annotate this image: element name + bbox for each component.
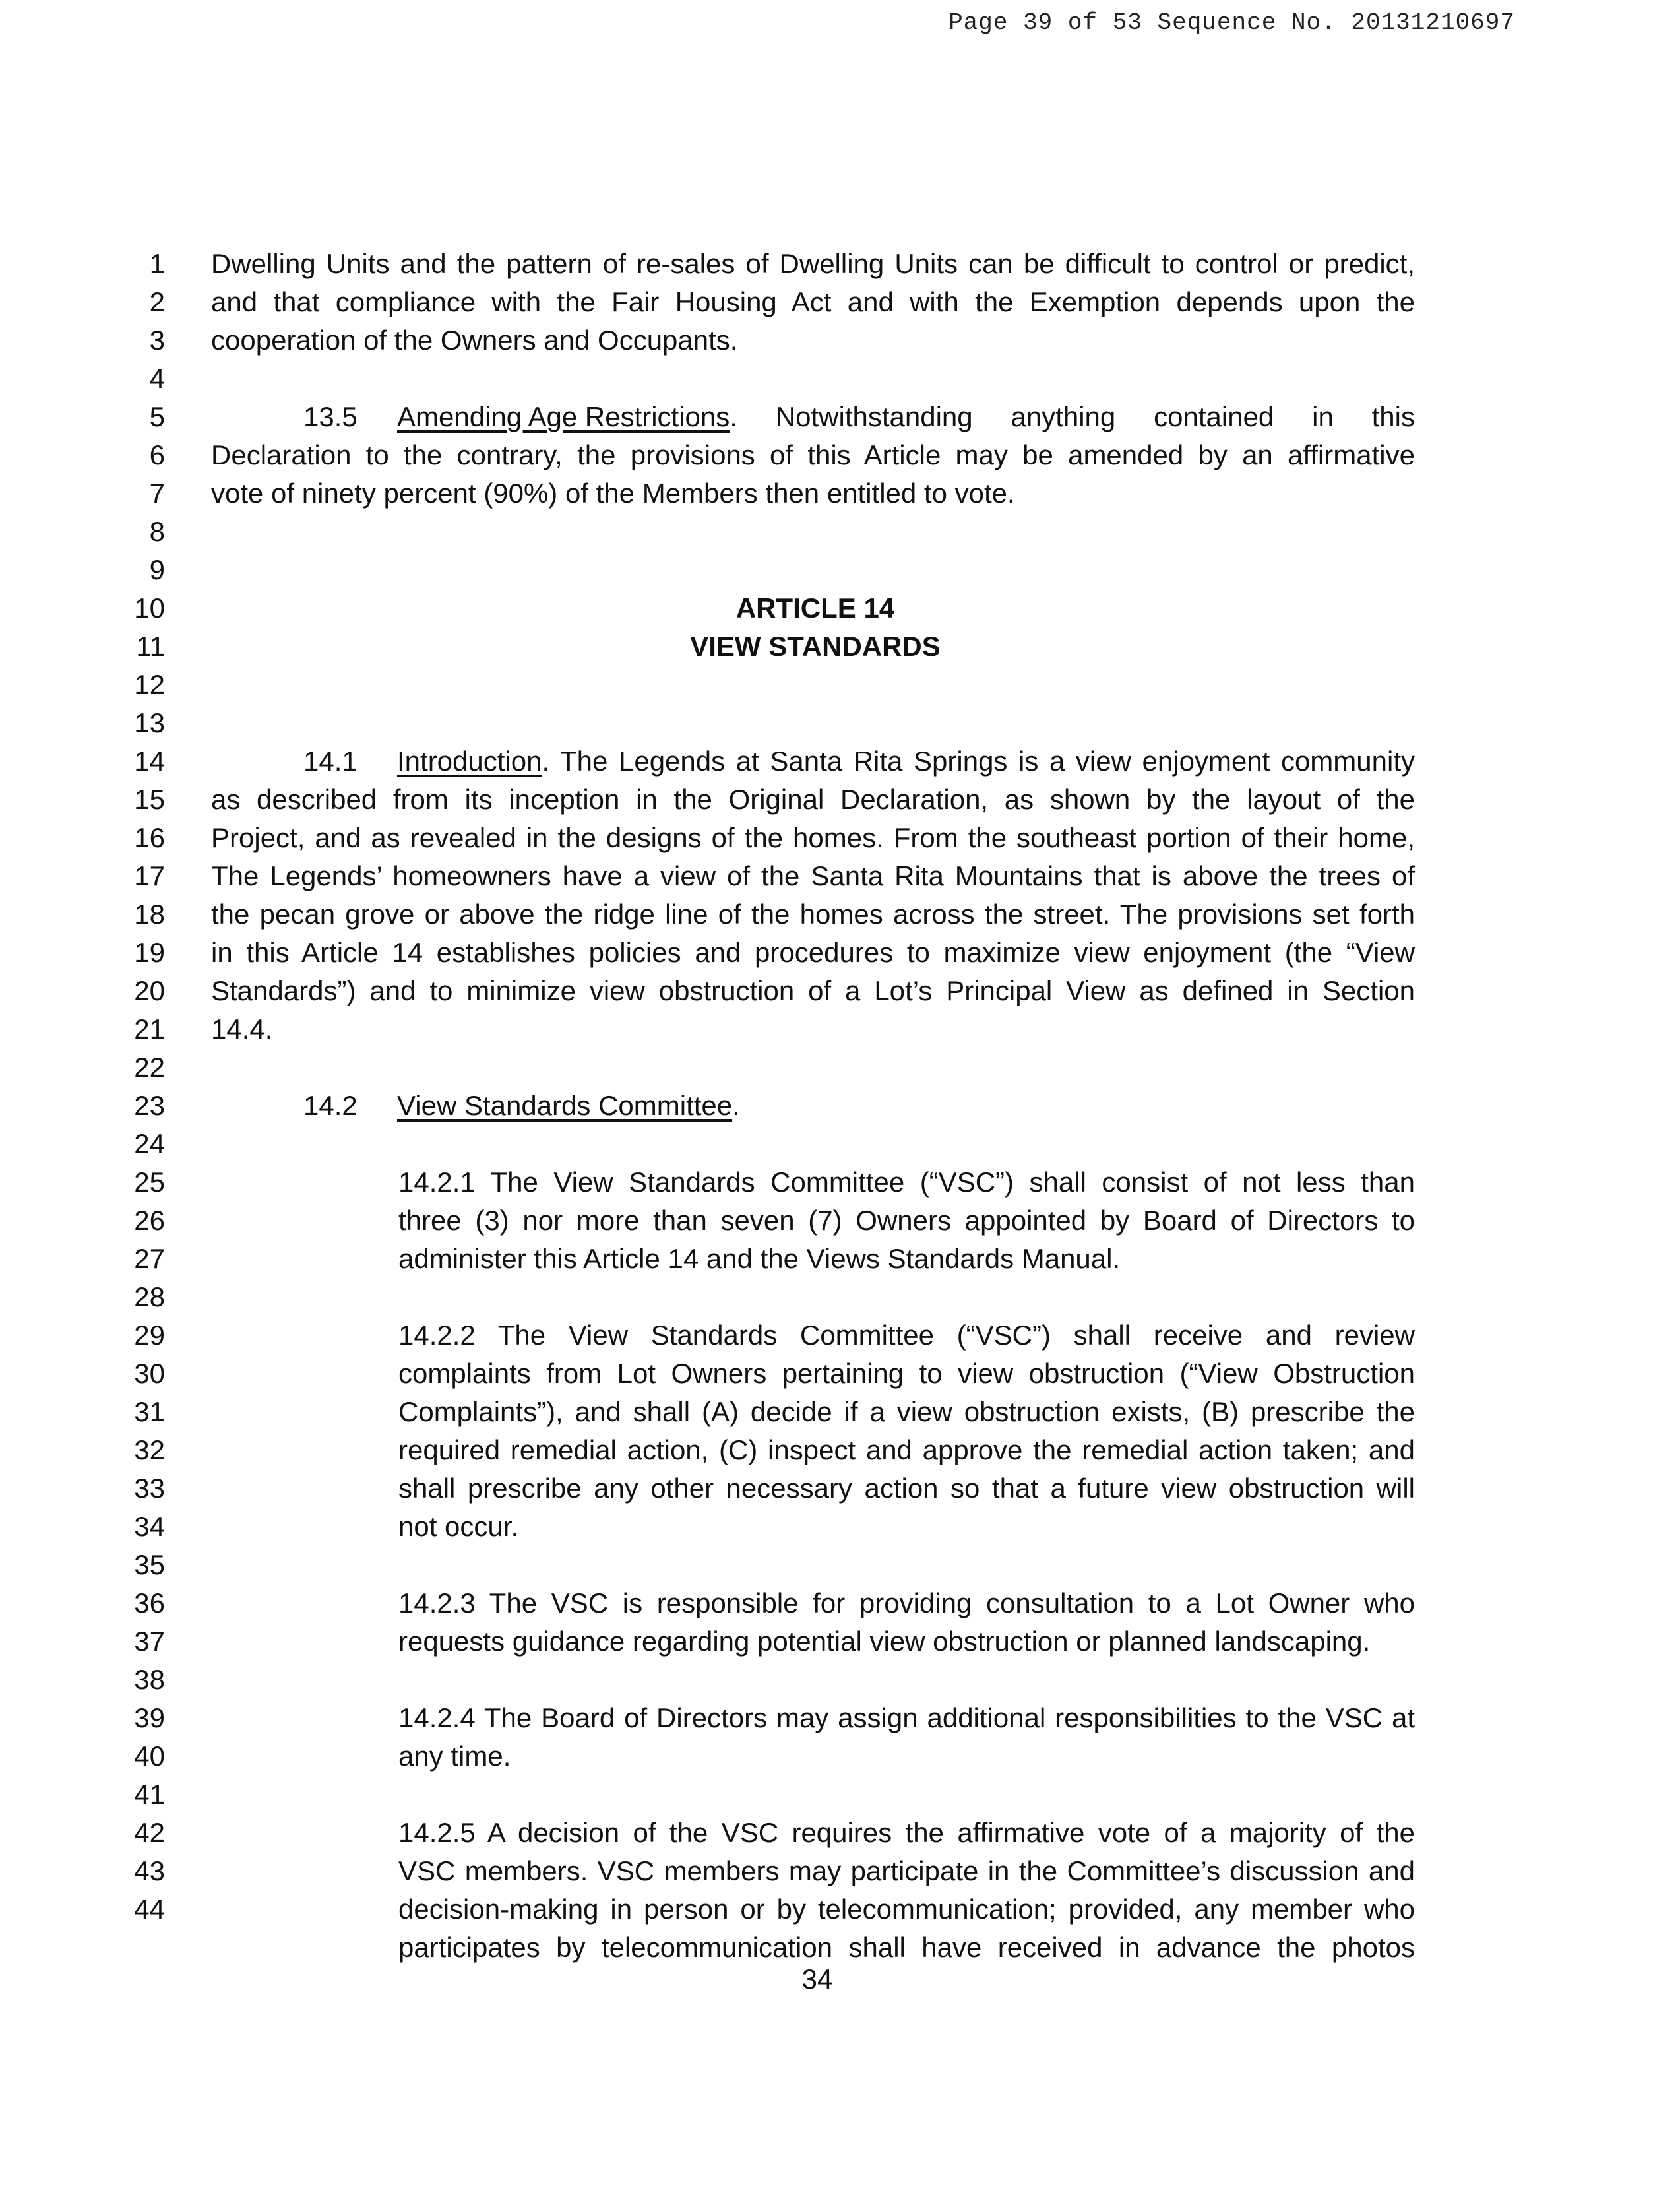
line-number: 1 xyxy=(149,248,165,279)
line-number: 35 xyxy=(134,1549,165,1580)
line-number: 18 xyxy=(134,899,165,930)
line-number: 17 xyxy=(134,860,165,891)
line-number: 30 xyxy=(134,1358,165,1389)
article-subtitle: VIEW STANDARDS xyxy=(690,631,941,662)
line-number: 9 xyxy=(149,554,165,585)
section-14-2-heading xyxy=(397,1087,740,1125)
line-number: 34 xyxy=(134,1511,165,1542)
paragraph-line: and that compliance with the Fair Housing Act and with the Exemption depends upon the xyxy=(211,286,1415,317)
line-number: 16 xyxy=(134,822,165,853)
line-number: 23 xyxy=(134,1090,165,1121)
line-number: 27 xyxy=(134,1243,165,1274)
paragraph-line: Dwelling Units and the pattern of re-sales of Dwelling Units can be difficult to control or predict, xyxy=(211,248,1415,279)
section-13-5-first-line xyxy=(397,398,1415,436)
line-number: 40 xyxy=(134,1741,165,1772)
paragraph-line: VSC members. VSC members may participate in the Committee’s discussion and xyxy=(398,1855,1415,1886)
line-number: 29 xyxy=(134,1320,165,1351)
line-number: 3 xyxy=(149,325,165,356)
line-number: 6 xyxy=(149,439,165,470)
paragraph-line: three (3) nor more than seven (7) Owners appointed by Board of Directors to xyxy=(398,1205,1415,1236)
paragraph-line: shall prescribe any other necessary action so that a future view obstruction will xyxy=(398,1473,1415,1504)
line-number: 31 xyxy=(134,1396,165,1427)
paragraph-line: required remedial action, (C) inspect and approve the remedial action taken; and xyxy=(398,1434,1415,1465)
line-number: 8 xyxy=(149,516,165,547)
paragraph-line: Declaration to the contrary, the provisions of this Article may be amended by an affirmative xyxy=(211,439,1415,470)
paragraph-line: 14.4. xyxy=(211,1013,273,1044)
paragraph-line: . The Legends at Santa Rita Springs is a view enjoyment community xyxy=(542,746,1415,777)
paragraph-line: not occur. xyxy=(398,1511,519,1542)
line-number: 21 xyxy=(134,1013,165,1044)
page-header: Page 39 of 53 Sequence No. 20131210697 xyxy=(949,9,1515,36)
paragraph-line: in this Article 14 establishes policies and procedures to maximize view enjoyment (the “View xyxy=(211,937,1415,968)
line-number: 10 xyxy=(134,592,165,624)
paragraph-line: requests guidance regarding potential view obstruction or planned landscaping. xyxy=(398,1626,1371,1657)
line-number: 14 xyxy=(134,746,165,777)
paragraph-line: cooperation of the Owners and Occupants. xyxy=(211,325,738,356)
line-number: 39 xyxy=(134,1702,165,1733)
section-number: 14.2 xyxy=(303,1090,358,1121)
paragraph-line: . Notwithstanding anything contained in this xyxy=(730,401,1415,432)
section-heading: View Standards Committee xyxy=(397,1090,733,1121)
paragraph-line: any time. xyxy=(398,1741,511,1772)
paragraph-line: as described from its inception in the Original Declaration, as shown by the layout of the xyxy=(211,784,1415,815)
line-number: 19 xyxy=(134,937,165,968)
paragraph-line: Standards”) and to minimize view obstruction of a Lot’s Principal View as defined in Section xyxy=(211,975,1415,1006)
line-number: 11 xyxy=(136,631,165,662)
paragraph-line: administer this Article 14 and the Views Standards Manual. xyxy=(398,1243,1121,1274)
paragraph-line: Complaints”), and shall (A) decide if a view obstruction exists, (B) prescribe the xyxy=(398,1396,1415,1427)
line-number: 38 xyxy=(134,1664,165,1695)
paragraph-line: participates by telecommunication shall have received in advance the photos xyxy=(398,1932,1415,1963)
line-number: 32 xyxy=(134,1434,165,1465)
section-heading: Amending Age Restrictions xyxy=(397,401,730,432)
paragraph-line: The Legends’ homeowners have a view of the Santa Rita Mountains that is above the trees of xyxy=(211,860,1415,891)
line-number: 13 xyxy=(134,707,165,738)
article-title: ARTICLE 14 xyxy=(735,592,895,624)
line-number: 24 xyxy=(134,1128,165,1159)
paragraph-line: 14.2.4 The Board of Directors may assign additional responsibilities to the VSC at xyxy=(398,1702,1415,1733)
line-number: 33 xyxy=(134,1473,165,1504)
page-number: 34 xyxy=(801,1964,833,1995)
paragraph-line: the pecan grove or above the ridge line of the homes across the street. The provisions set forth xyxy=(211,899,1415,930)
section-number: 14.1 xyxy=(303,746,358,777)
line-number: 5 xyxy=(149,401,165,432)
section-14-1-first-line xyxy=(397,742,1415,781)
line-number: 41 xyxy=(134,1779,165,1810)
paragraph-line: 14.2.5 A decision of the VSC requires the affirmative vote of a majority of the xyxy=(398,1817,1415,1848)
line-number: 26 xyxy=(134,1205,165,1236)
line-number: 7 xyxy=(149,478,165,509)
section-heading: Introduction xyxy=(397,746,542,777)
line-number: 4 xyxy=(149,363,165,394)
line-number: 43 xyxy=(134,1855,165,1886)
paragraph-line: decision-making in person or by telecommunication; provided, any member who xyxy=(398,1894,1415,1925)
heading-period: . xyxy=(732,1090,740,1121)
paragraph-line: 14.2.2 The View Standards Committee (“VSC”) shall receive and review xyxy=(398,1320,1415,1351)
line-number: 44 xyxy=(134,1894,165,1925)
paragraph-line: Project, and as revealed in the designs of the homes. From the southeast portion of their home, xyxy=(211,822,1415,853)
line-number: 42 xyxy=(134,1817,165,1848)
line-number: 2 xyxy=(149,286,165,317)
paragraph-line: 14.2.3 The VSC is responsible for providing consultation to a Lot Owner who xyxy=(398,1587,1415,1618)
line-number: 28 xyxy=(134,1281,165,1312)
paragraph-line: complaints from Lot Owners pertaining to view obstruction (“View Obstruction xyxy=(398,1358,1415,1389)
line-number: 22 xyxy=(134,1052,165,1083)
line-number: 20 xyxy=(134,975,165,1006)
section-number: 13.5 xyxy=(303,401,358,432)
line-number: 37 xyxy=(134,1626,165,1657)
paragraph-line: 14.2.1 The View Standards Committee (“VSC”) shall consist of not less than xyxy=(398,1167,1415,1198)
line-number: 12 xyxy=(134,669,165,700)
line-number: 15 xyxy=(134,784,165,815)
line-number: 36 xyxy=(134,1587,165,1618)
paragraph-line: vote of ninety percent (90%) of the Members then entitled to vote. xyxy=(211,478,1015,509)
line-number: 25 xyxy=(134,1167,165,1198)
